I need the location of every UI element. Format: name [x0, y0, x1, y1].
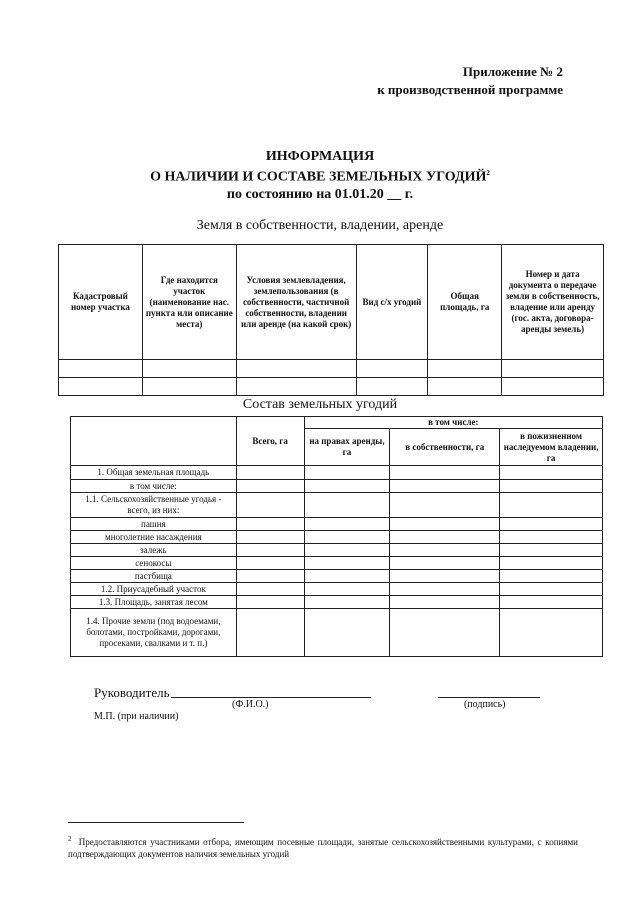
table-cell[interactable] [59, 378, 143, 396]
table-cell[interactable] [236, 480, 304, 493]
footnote-text: Предоставляются участниками отбора, имеющим посевные площади, занятые сельскохозяйственными культурами, с копиями подтверждающих документов наличия земельных угодий [68, 837, 578, 859]
col-total: Всего, га [236, 417, 304, 466]
row-label: пастбища [71, 570, 237, 583]
table-row [71, 480, 603, 493]
table-cell[interactable] [236, 360, 356, 378]
table-row [71, 493, 603, 518]
table-row [59, 360, 604, 378]
col-rent: на правах аренды, га [304, 429, 390, 466]
table-cell[interactable] [390, 466, 500, 480]
table-header-row [59, 245, 604, 360]
row-label: сенокосы [71, 557, 237, 570]
table-cell[interactable] [236, 609, 304, 657]
row-label: залежь [71, 544, 237, 557]
row-label: в том числе: [71, 480, 237, 493]
section1-caption: Земля в собственности, владении, аренде [196, 218, 444, 233]
table-cell[interactable] [304, 596, 390, 609]
table-cell[interactable] [142, 360, 236, 378]
table-row [71, 596, 603, 609]
table-cell[interactable] [236, 583, 304, 596]
table-cell[interactable] [390, 480, 500, 493]
footnote [68, 833, 578, 860]
table-cell[interactable] [304, 466, 390, 480]
table-cell[interactable] [236, 557, 304, 570]
row-label: 1.4. Прочие земли (под водоемами, болотами, постройками, дорогами, просеками, свалками и т. п.) [71, 609, 237, 657]
table-cell[interactable] [236, 466, 304, 480]
row-label: 1.3. Площадь, занятая лесом [71, 596, 237, 609]
table-cell[interactable] [428, 378, 502, 396]
footnote-divider [68, 822, 244, 823]
table-cell[interactable] [500, 493, 603, 518]
table-cell[interactable] [500, 557, 603, 570]
table-row [71, 570, 603, 583]
row-label: 1.2. Приусадебный участок [71, 583, 237, 596]
table-row [71, 518, 603, 531]
table-cell[interactable] [356, 378, 428, 396]
table-cell[interactable] [390, 544, 500, 557]
table-cell[interactable] [500, 531, 603, 544]
table-cell[interactable] [304, 493, 390, 518]
col-owned: в собственности, га [390, 429, 500, 466]
col-cadastral: Кадастровый номер участка [59, 245, 143, 360]
footnote-ref: 2 [486, 169, 490, 177]
table-cell[interactable] [390, 518, 500, 531]
table-cell[interactable] [356, 360, 428, 378]
table-cell[interactable] [236, 493, 304, 518]
table-cell[interactable] [428, 360, 502, 378]
table-cell[interactable] [500, 609, 603, 657]
land-holdings-table [58, 244, 604, 396]
table-row [59, 378, 604, 396]
row-label: 1.1. Сельскохозяйственные угодья - всего, из них: [71, 493, 237, 518]
col-document: Номер и дата документа о передаче земли в собственность, владение или аренду (гос. акта, договора-аренды земель) [502, 245, 604, 360]
table-cell[interactable] [304, 570, 390, 583]
title-line1: ИНФОРМАЦИЯ [265, 149, 375, 164]
table-cell[interactable] [390, 570, 500, 583]
table-row [71, 544, 603, 557]
row-label: 1. Общая земельная площадь [71, 466, 237, 480]
stamp-label: М.П. (при наличии) [94, 711, 179, 722]
table-row [71, 531, 603, 544]
table-cell[interactable] [304, 557, 390, 570]
table-cell[interactable] [304, 480, 390, 493]
table-row [71, 583, 603, 596]
name-caption: (Ф.И.О.) [232, 699, 269, 710]
table-cell[interactable] [390, 609, 500, 657]
appendix-heading [377, 63, 563, 99]
table-cell[interactable] [390, 596, 500, 609]
table-cell[interactable] [236, 596, 304, 609]
col-area: Общая площадь, га [428, 245, 502, 360]
table-cell[interactable] [500, 466, 603, 480]
col-location: Где находится участок (наименование нас. пункта или описание места) [142, 245, 236, 360]
col-conditions: Условия землевладения, землепользования (в собственности, частичной собственности, владении или аренде (на какой срок) [236, 245, 356, 360]
title-line2: О НАЛИЧИИ И СОСТАВЕ ЗЕМЕЛЬНЫХ УГОДИЙ$^2$ [150, 169, 490, 185]
table-cell[interactable] [390, 583, 500, 596]
table-cell[interactable] [390, 557, 500, 570]
col-including: в том числе: [304, 417, 602, 429]
table-cell[interactable] [390, 531, 500, 544]
table-cell[interactable] [59, 360, 143, 378]
signature-line[interactable] [438, 697, 540, 698]
row-label: пашня [71, 518, 237, 531]
section2-caption: Состав земельных угодий [242, 397, 398, 412]
table-cell[interactable] [236, 570, 304, 583]
head-label: Руководитель [94, 685, 170, 700]
table-cell[interactable] [236, 518, 304, 531]
header-empty [71, 417, 237, 466]
footnote-mark: 2 [68, 835, 72, 843]
table-row [71, 609, 603, 657]
document-title [0, 148, 640, 203]
table-cell[interactable] [500, 596, 603, 609]
table-cell[interactable] [500, 480, 603, 493]
land-composition-table [70, 416, 603, 657]
table-cell[interactable] [142, 378, 236, 396]
table-header-row [71, 417, 603, 429]
col-lifetime: в пожизненном наследуемом владении, га [500, 429, 603, 466]
name-line[interactable] [171, 697, 371, 698]
table-cell[interactable] [304, 609, 390, 657]
table-cell[interactable] [502, 378, 604, 396]
table-row [71, 557, 603, 570]
table-cell[interactable] [390, 493, 500, 518]
col-land-type: Вид с/х угодий [356, 245, 428, 360]
table-cell[interactable] [500, 570, 603, 583]
table-cell[interactable] [304, 583, 390, 596]
signature-caption: (подпись) [464, 699, 506, 710]
table-cell[interactable] [304, 518, 390, 531]
table-cell[interactable] [502, 360, 604, 378]
table-cell[interactable] [500, 583, 603, 596]
appendix-number: Приложение № 2 [462, 64, 563, 79]
title-line3: по состоянию на 01.01.20 __ г. [226, 186, 414, 202]
table-cell[interactable] [236, 544, 304, 557]
table-cell[interactable] [304, 531, 390, 544]
row-label: многолетние насаждения [71, 531, 237, 544]
table-cell[interactable] [500, 544, 603, 557]
appendix-subtitle: к производственной программе [377, 82, 563, 97]
table-cell[interactable] [304, 544, 390, 557]
table-cell[interactable] [500, 518, 603, 531]
table-cell[interactable] [236, 378, 356, 396]
table-row [71, 466, 603, 480]
table-cell[interactable] [236, 531, 304, 544]
